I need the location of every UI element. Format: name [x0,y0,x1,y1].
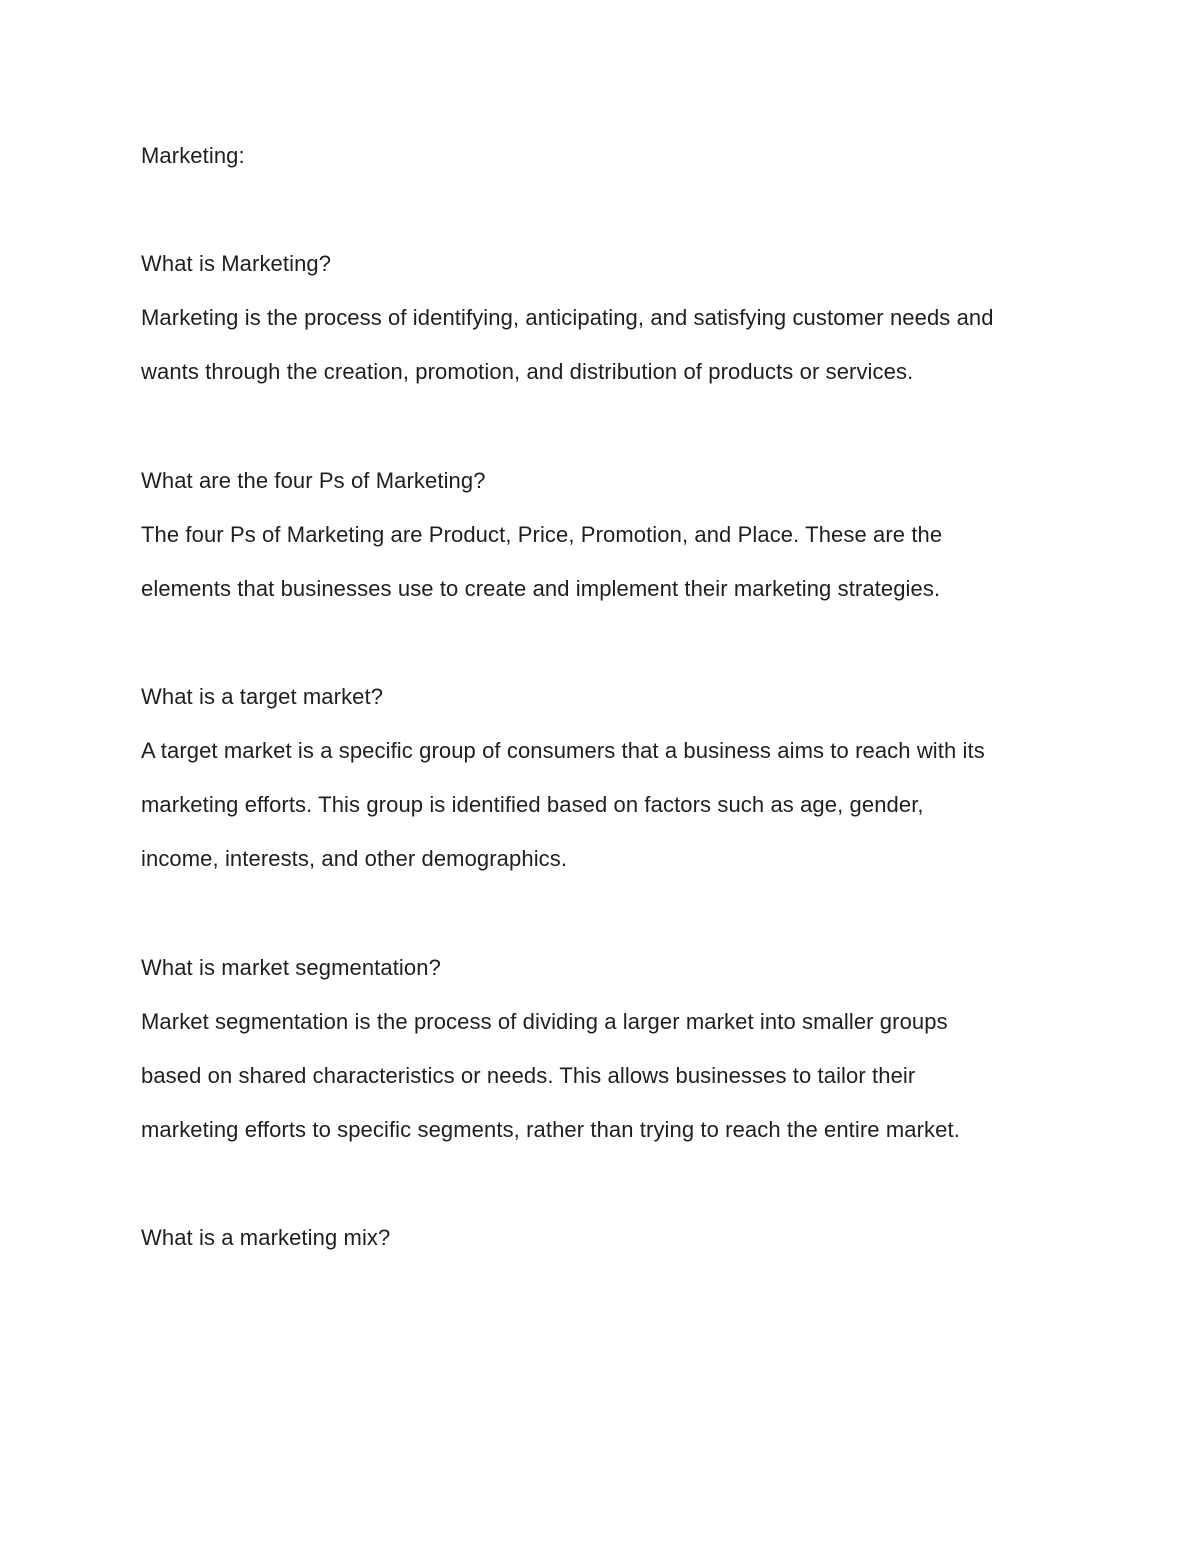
question-four-ps: What are the four Ps of Marketing? [141,468,486,493]
question-marketing-mix: What is a marketing mix? [141,1225,391,1250]
question-what-is-marketing: What is Marketing? [141,251,332,276]
answer-line: elements that businesses use to create and implement their marketing strategies. [141,576,941,601]
answer-line: A target market is a specific group of consumers that a business aims to reach with its [141,738,985,763]
question-target-market: What is a target market? [141,684,384,709]
answer-line: The four Ps of Marketing are Product, Price, Promotion, and Place. These are the [141,522,943,547]
document-title: Marketing: [141,143,245,168]
answer-line: income, interests, and other demographics. [141,846,568,871]
answer-line: Market segmentation is the process of dividing a larger market into smaller groups [141,1009,948,1034]
question-market-segmentation: What is market segmentation? [141,955,441,980]
answer-line: Marketing is the process of identifying, anticipating, and satisfying customer needs and [141,305,994,330]
answer-line: based on shared characteristics or needs. This allows businesses to tailor their [141,1063,916,1088]
answer-line: marketing efforts to specific segments, rather than trying to reach the entire market. [141,1117,960,1142]
answer-line: wants through the creation, promotion, and distribution of products or services. [141,359,914,384]
answer-line: marketing efforts. This group is identified based on factors such as age, gender, [141,792,924,817]
